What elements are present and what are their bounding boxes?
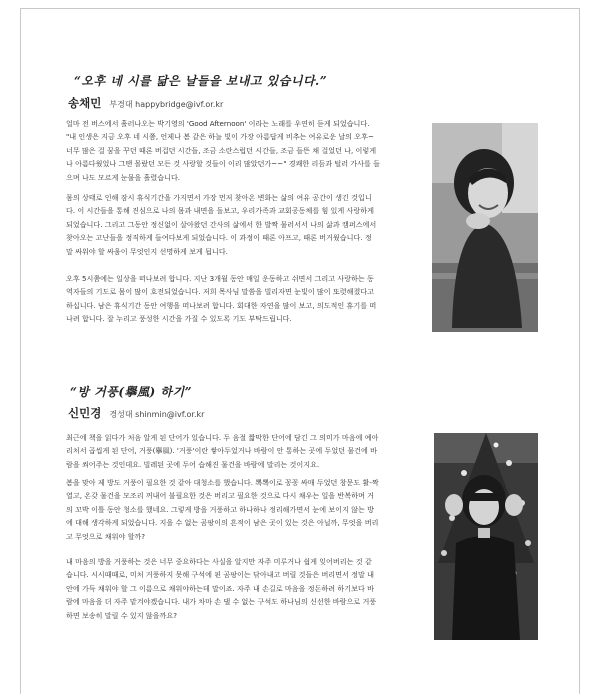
section1-author-photo <box>432 123 538 332</box>
paragraph-line: 에 대해 생각하게 되었습니다. 지을 수 없는 곰팡이의 흔적이 남은 곳이 있는 것은 아닐까, 무엇을 버리 <box>66 518 379 528</box>
paragraph-line: 람을 쐬어주는 것인데요. 빌레된 곳에 두어 습해진 물건을 바람에 말리는 것이지요. <box>66 459 320 469</box>
paragraph-line: 몸의 상태로 인해 잠시 휴식기간을 가지면서 가장 먼저 찾아온 변화는 삶의 여유 공간이 생긴 것입니 <box>66 193 372 202</box>
section1-paragraph-3 <box>66 272 428 326</box>
section2-author-name: 신민경 <box>68 406 102 420</box>
section1-paragraph-1 <box>66 117 428 184</box>
paragraph-line: "내 인생은 지금 오후 네 시쯤, 언제나 봄 같은 하늘 빛이 가장 아름답게 비추는 여유로운 날의 오후~ <box>66 132 374 142</box>
paragraph-line: 나려 합니다. 잘 누리고 풍성한 시간을 가질 수 있도록 기도 부탁드립니다. <box>66 314 292 324</box>
paragraph-line: 의 꼬박 이틀 동안 청소를 했네요. 그렇게 방을 거풍하고 하나하나 정리해가면서 눈에 보이지 않는 방 <box>66 504 374 514</box>
paragraph-line: 열고, 온갖 물건을 모조리 꺼내어 불필요한 것은 버리고 필요한 것으로 다시 채우는 일을 반복하며 거 <box>66 491 374 501</box>
section1-quote: “오후 네 시를 닮은 날들을 보내고 있습니다.” <box>74 74 328 88</box>
paragraph-line: 안에 가득 채워야 할 그 이름으로 채워야하는데 말이죠. 자주 내 손길로 마음을 정돈하려 하기보다 바 <box>66 583 374 593</box>
section2-paragraph-2 <box>66 476 430 543</box>
section2-author <box>68 402 204 421</box>
section2-author-affiliation: 경성대 shinmin@ivf.or.kr <box>109 410 205 419</box>
section1-author-affiliation: 부경대 happybridge@ivf.or.kr <box>109 100 224 109</box>
page-frame-right <box>579 8 580 694</box>
paragraph-line: 너무 많은 걸 꿈을 꾸던 때론 버겁던 시간들, 조금 소란스럽던 시간들, 조금 들뜬 채 걸었던 나, 이렇게 <box>66 145 377 155</box>
paragraph-line: 고 무엇으로 채워야 할까? <box>66 531 146 541</box>
page-frame-left <box>20 8 21 694</box>
paragraph-line: 내 마음의 방을 거풍하는 것은 너무 중요하다는 사실을 알지만 자주 미루거나 쉽게 잊어버리는 것 같 <box>66 557 372 566</box>
paragraph-line: 다. 이 시간들을 통해 진심으로 나의 몸과 내면을 돌보고, 우리가족과 교회공동체를 힘 있게 사랑하게 <box>66 206 374 216</box>
paragraph-line: 으며 나도 모르게 눈물을 흘렸습니다. <box>66 172 181 182</box>
paragraph-line: 최근에 책을 읽다가 처음 알게 된 단어가 있습니다. 두 음절 짧막한 단어에 담긴 그 의미가 마음에 예아 <box>66 433 379 442</box>
page-frame-top <box>20 8 580 9</box>
paragraph-line: 람에 마음을 더 자주 맡겨야겠습니다. 내가 차마 손 댈 수 없는 구석도 하나님의 신선한 바람으로 거풍 <box>66 597 377 607</box>
paragraph-line: 하면 보송히 말릴 수 있지 않을까요? <box>66 610 177 620</box>
paragraph-line: 오후 5시쯤에는 일상을 떠나보려 합니다. 지난 3개월 동안 매일 운동하고 쉬면서 그리고 사랑하는 동 <box>66 274 374 283</box>
paragraph-line: 찾아오는 고난들을 정직하게 들여다보게 되었습니다. 이 과정이 때론 아프고, 때론 버거웠습니다. 정 <box>66 233 372 243</box>
section2-quote: “방 거풍(擧風) 하기” <box>70 385 192 399</box>
section1-paragraph-2 <box>66 191 428 258</box>
section1-author <box>68 92 223 111</box>
paragraph-line: 습니다. 시시때때로, 미처 거풍하지 못해 구석에 핀 곰팡이는 닦아내고 버릴 것들은 버리면서 정말 내 <box>66 570 374 580</box>
paragraph-line: 역자들의 기도로 몸이 많이 호전되었습니다. 저희 목사님 말씀을 빌리자면 눈빛이 많이 또렷해졌다고 <box>66 287 375 297</box>
paragraph-line: 되었습니다. 그리고 그동안 정신없이 살아왔던 간사의 삶에서 한 발짝 물러서서 나의 삶과 캠퍼스에서 <box>66 219 377 229</box>
section2-paragraph-1 <box>66 431 430 471</box>
section1-author-name: 송채민 <box>68 96 102 110</box>
paragraph-line: 얼마 전 버스에서 흘러나오는 박기영의 'Good Afternoon' 이라는 노래를 우연히 듣게 되었습니다. <box>66 119 370 128</box>
paragraph-line: 리처서 곱씹게 된 단어, 거풍(擧風). '거풍'이란 쌓아두었거나 바람이 안 통하는 곳에 두었던 물건에 바 <box>66 446 377 456</box>
section2-paragraph-3 <box>66 555 430 622</box>
paragraph-line: 하십니다. 남은 휴식기간 동안 여행을 떠나보려 합니다. 회대한 자연을 많이 보고, 의도적인 휴기를 떠 <box>66 300 377 310</box>
section2-author-photo <box>434 433 538 640</box>
paragraph-line: 말 싸워야 할 싸움이 무엇인지 선명하게 보게 됩니다. <box>66 246 228 256</box>
paragraph-line: 나 아름다웠었나 그땐 몰랐던 모든 것 사랑할 것들이 이리 많았던가~~" 경쾌한 리듬과 털러 가사를 들 <box>66 159 380 169</box>
paragraph-line: 봄을 맞아 제 방도 거풍이 필요한 것 같아 대청소를 했습니다. 뽁뽁이로 꽁꽁 싸매 두었던 창문도 활-짝 <box>66 478 379 487</box>
